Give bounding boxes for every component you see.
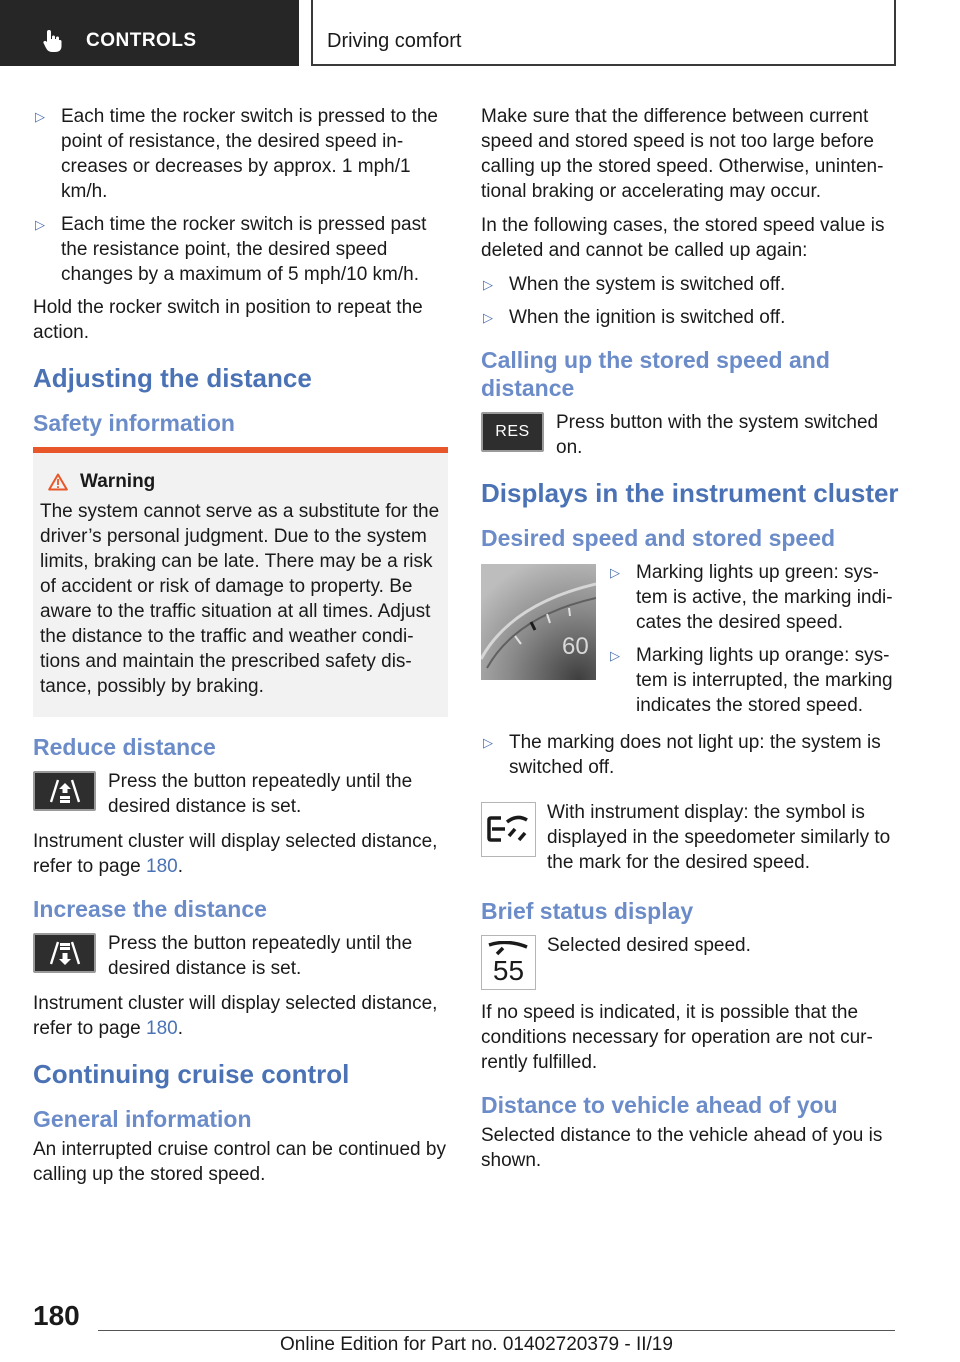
triangle-bullet-icon: ▷	[610, 565, 620, 580]
desired-speed-symbol-icon: 55	[481, 935, 536, 990]
reduce-distance-text: Press the button repeatedly until the desired distance is set.	[108, 771, 413, 817]
paragraph: Hold the rocker switch in position to repeat the action.	[33, 297, 423, 343]
triangle-bullet-icon: ▷	[35, 109, 45, 124]
increase-distance-text: Press the button repeatedly until the desired distance is set.	[108, 933, 413, 979]
list-item: ▷ Marking lights up green: sys-tem is active, the marking indi-cates the desired speed.	[610, 562, 893, 633]
list-item: ▷ Each time the rocker switch is pressed past the resistance point, the desired speed changes by a maximum of 5 mph/10 km/h.	[35, 214, 427, 285]
triangle-bullet-icon: ▷	[483, 735, 493, 750]
brief-status-row	[481, 933, 899, 990]
page-number: 180	[33, 1300, 80, 1331]
page-header	[0, 0, 960, 66]
increase-distance-button-icon	[33, 933, 96, 973]
res-button-row	[481, 410, 899, 460]
warning-title: Warning	[48, 471, 440, 493]
section-title-box	[311, 0, 896, 66]
paragraph: Make sure that the difference between current speed and stored speed is not too large before calling up the stored speed. Otherwise, uninten-tional braking or accelerating may occur.	[481, 106, 884, 202]
chapter-tab[interactable]	[0, 0, 299, 66]
triangle-bullet-icon: ▷	[483, 277, 493, 292]
paragraph: If no speed is indicated, it is possible that the conditions necessary for operation are not cur-rently fulfilled.	[481, 1002, 873, 1073]
list-item: ▷ When the system is switched off.	[483, 274, 786, 295]
paragraph: Instrument cluster will display selected distance, refer to page 180.	[33, 993, 438, 1039]
page-link[interactable]: 180	[146, 856, 178, 877]
list-item: ▷ When the ignition is switched off.	[483, 307, 786, 328]
reduce-distance-button-icon	[33, 771, 96, 811]
reduce-distance-row	[33, 769, 448, 819]
left-column	[33, 104, 448, 1196]
brief-status-text: Selected desired speed.	[547, 935, 751, 956]
gauge-speed-label: 60	[562, 633, 589, 660]
warning-triangle-icon	[48, 473, 68, 491]
heading-safety-information: Safety information	[33, 410, 235, 436]
heading-calling-stored-speed: Calling up the stored speed and distance	[481, 347, 830, 401]
paragraph: In the following cases, the stored speed value is deleted and cannot be called up again:	[481, 215, 885, 261]
right-column	[481, 104, 899, 1182]
res-button-icon: RES	[481, 412, 544, 452]
triangle-bullet-icon: ▷	[35, 217, 45, 232]
heading-brief-status-display: Brief status display	[481, 898, 694, 924]
chapter-tab-label: CONTROLS	[86, 30, 197, 51]
edition-note: Online Edition for Part no. 01402720379 - II/19	[280, 1334, 673, 1355]
instrument-display-row	[481, 800, 899, 875]
heading-desired-stored-speed: Desired speed and stored speed	[481, 525, 836, 551]
marking-list	[608, 560, 899, 726]
section-title: Driving comfort	[327, 30, 462, 52]
speedometer-image	[481, 564, 596, 680]
paragraph: An interrupted cruise control can be continued by calling up the stored speed.	[33, 1139, 446, 1185]
heading-increase-distance: Increase the distance	[33, 896, 267, 922]
list-item: ▷ Each time the rocker switch is pressed to the point of resistance, the desired speed in-creases or decreases by approx. 1 mph/1 km/h.	[35, 106, 438, 202]
heading-continuing-cruise-control: Continuing cruise control	[33, 1059, 350, 1089]
list-item: ▷ Marking lights up orange: sys-tem is interrupted, the marking indicates the stored speed.	[610, 645, 893, 716]
distance-road-icon	[45, 939, 85, 967]
heading-distance-vehicle-ahead: Distance to vehicle ahead of you	[481, 1092, 838, 1118]
paragraph: Selected distance to the vehicle ahead of you is shown.	[481, 1125, 883, 1171]
instrument-display-text: With instrument display: the symbol is displayed in the speedometer similarly to the mark for the desired speed.	[547, 802, 891, 873]
hand-pointer-icon	[40, 28, 66, 54]
res-button-text: Press button with the system switched on.	[556, 412, 879, 458]
cruise-control-symbol-icon	[481, 802, 536, 857]
heading-displays-instrument-cluster: Displays in the instrument cluster	[481, 478, 899, 508]
page-link[interactable]: 180	[146, 1018, 178, 1039]
triangle-bullet-icon: ▷	[483, 310, 493, 325]
paragraph: Instrument cluster will display selected distance, refer to page 180.	[33, 831, 438, 877]
warning-box	[33, 447, 448, 717]
heading-reduce-distance: Reduce distance	[33, 734, 216, 760]
list-item: ▷ The marking does not light up: the system is switched off.	[483, 732, 881, 778]
warning-text: The system cannot serve as a substitute for the driver’s personal judgment. Due to the system limits, braking can be late. There may be a risk of accident or risk of damage to property. Be aware to the traffic situation at all times. Adjust the distance to the traffic and weather condi-tions and maintain the prescribed safety dis-tance, possibly by braking.	[40, 501, 440, 697]
triangle-bullet-icon: ▷	[610, 648, 620, 663]
heading-general-information: General information	[33, 1106, 252, 1132]
increase-distance-row	[33, 931, 448, 981]
speedometer-row	[481, 560, 899, 726]
footer-divider	[98, 1330, 895, 1331]
distance-road-icon	[45, 777, 85, 805]
heading-adjusting-distance: Adjusting the distance	[33, 363, 312, 393]
